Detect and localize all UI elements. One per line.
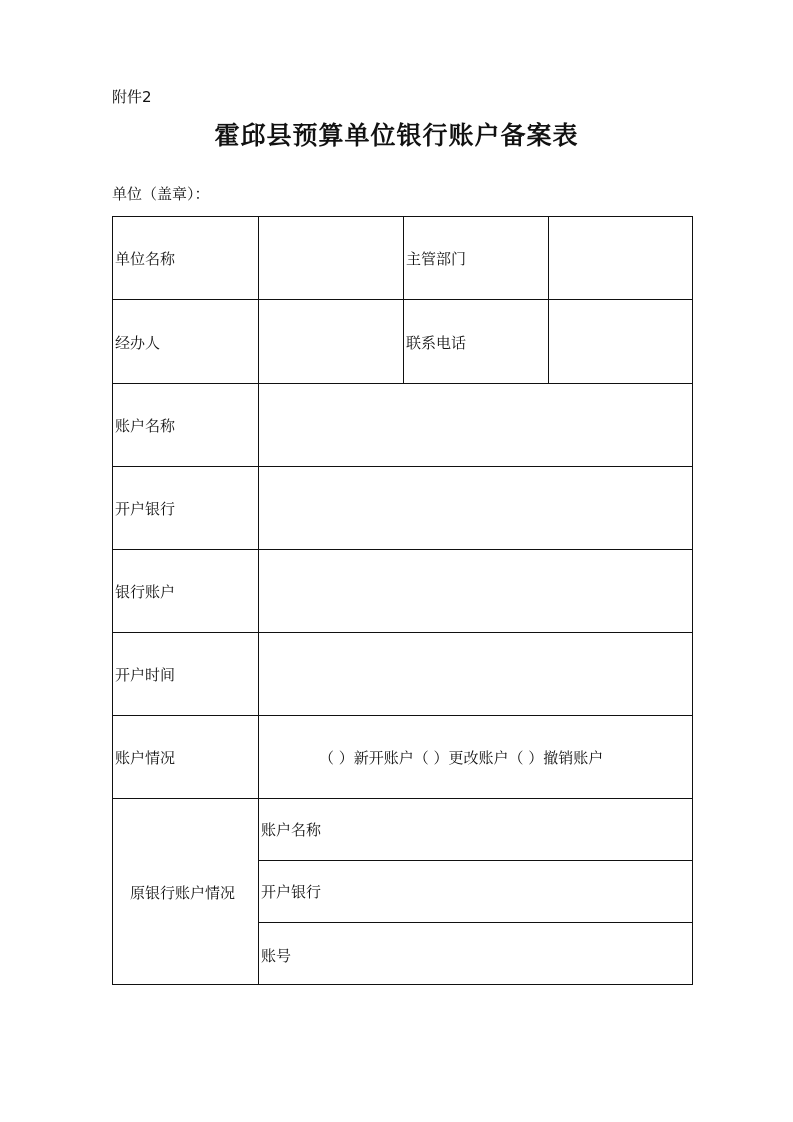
original-account-name-label: 账户名称 — [261, 821, 322, 839]
account-name-label: 账户名称 — [115, 417, 176, 435]
unit-name-label: 单位名称 — [115, 250, 176, 268]
row-divider — [113, 798, 692, 799]
row-divider — [113, 383, 692, 384]
row-divider — [258, 860, 692, 861]
account-status-label: 账户情况 — [115, 749, 176, 767]
phone-label: 联系电话 — [406, 334, 467, 352]
row-divider — [113, 715, 692, 716]
opening-bank-label: 开户银行 — [115, 500, 176, 518]
row-divider — [258, 922, 692, 923]
registration-form-table — [112, 216, 693, 985]
column-divider — [258, 217, 259, 984]
opening-time-label: 开户时间 — [115, 666, 176, 684]
original-bank-label: 原银行账户情况 — [130, 884, 236, 902]
column-divider — [548, 217, 549, 383]
column-divider — [403, 217, 404, 383]
original-opening-bank-label: 开户银行 — [261, 883, 322, 901]
supervisor-dept-label: 主管部门 — [406, 250, 467, 268]
row-divider — [113, 549, 692, 550]
bank-account-label: 银行账户 — [115, 583, 176, 601]
attachment-label: 附件2 — [112, 88, 152, 106]
form-title: 霍邱县预算单位银行账户备案表 — [214, 121, 579, 150]
row-divider — [113, 632, 692, 633]
original-account-no-label: 账号 — [261, 947, 292, 965]
unit-seal-label: 单位（盖章）： — [112, 185, 210, 203]
handler-label: 经办人 — [115, 334, 161, 352]
account-status-options[interactable]: （ ）新开账户（ ）更改账户（ ）撤销账户 — [319, 749, 604, 767]
row-divider — [113, 466, 692, 467]
